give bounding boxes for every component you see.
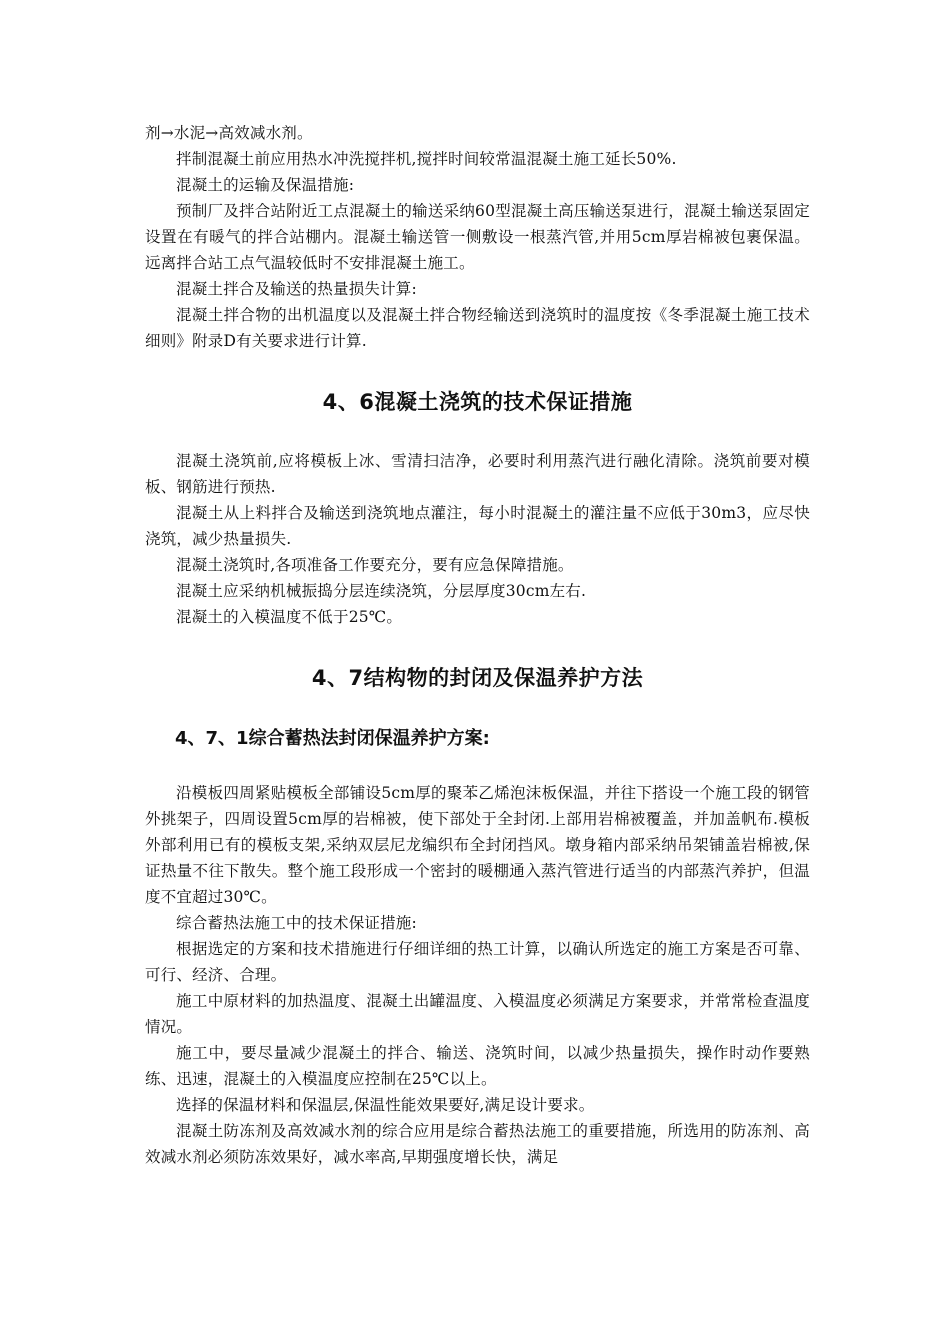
paragraph: 混凝土的运输及保温措施: <box>176 176 355 194</box>
paragraph: 拌制混凝土前应用热水冲洗搅拌机,搅拌时间较常温混凝土施工延长50%. <box>176 150 677 168</box>
paragraph: 预制厂及拌合站附近工点混凝土的输送采纳60型混凝土高压输送泵进行，混凝土输送泵固定设置在有暖气的拌合站棚内。混凝土输送管一侧敷设一根蒸汽管,并用5cm厚岩棉被包裹保温。远离拌合站工点气温较低时不安排混凝土施工。 <box>145 202 810 272</box>
paragraph: 选择的保温材料和保温层,保温性能效果要好,满足设计要求。 <box>176 1096 595 1114</box>
paragraph: 混凝土防冻剂及高效减水剂的综合应用是综合蓄热法施工的重要措施，所选用的防冻剂、高效减水剂必须防冻效果好，减水率高,早期强度增长快，满足 <box>145 1122 810 1166</box>
paragraph: 沿模板四周紧贴模板全部铺设5cm厚的聚苯乙烯泡沫板保温，并往下搭设一个施工段的钢管外挑架子，四周设置5cm厚的岩棉被，使下部处于全封闭.上部用岩棉被覆盖，并加盖帆布.模板外部利用已有的模板支架,采纳双层尼龙编织布全封闭挡风。墩身箱内部采纳吊架铺盖岩棉被,保证热量不往下散失。整个施工段形成一个密封的暖棚通入蒸汽管进行适当的内部蒸汽养护，但温度不宜超过30℃。 <box>145 784 810 906</box>
paragraph: 混凝土拌合及输送的热量损失计算: <box>176 280 417 298</box>
paragraph: 混凝土的入模温度不低于25℃。 <box>176 608 403 626</box>
subsection-heading-4-7-1: 4、7、1综合蓄热法封闭保温养护方案: <box>175 728 490 749</box>
paragraph: 施工中原材料的加热温度、混凝土出罐温度、入模温度必须满足方案要求，并常常检查温度情况。 <box>145 992 810 1036</box>
paragraph: 混凝土浇筑前,应将模板上冰、雪清扫洁净，必要时利用蒸汽进行融化清除。浇筑前要对模板、钢筋进行预热. <box>145 452 810 496</box>
paragraph: 混凝土应采纳机械振捣分层连续浇筑，分层厚度30cm左右. <box>176 582 587 600</box>
paragraph: 剂→水泥→高效减水剂。 <box>145 124 313 142</box>
paragraph: 根据选定的方案和技术措施进行仔细详细的热工计算，以确认所选定的施工方案是否可靠、可行、经济、合理。 <box>145 940 810 984</box>
paragraph: 综合蓄热法施工中的技术保证措施: <box>176 914 417 932</box>
section-heading-4-6: 4、6混凝土浇筑的技术保证措施 <box>322 390 633 414</box>
paragraph: 施工中，要尽量减少混凝土的拌合、输送、浇筑时间，以减少热量损失，操作时动作要熟练、迅速，混凝土的入模温度应控制在25℃以上。 <box>145 1044 810 1088</box>
paragraph: 混凝土从上料拌合及输送到浇筑地点灌注，每小时混凝土的灌注量不应低于30m3，应尽快浇筑，减少热量损失. <box>145 504 810 548</box>
document-body <box>145 120 810 1170</box>
section-heading-4-7: 4、7结构物的封闭及保温养护方法 <box>311 666 644 690</box>
paragraph: 混凝土拌合物的出机温度以及混凝土拌合物经输送到浇筑时的温度按《冬季混凝土施工技术细则》附录D有关要求进行计算. <box>145 306 810 350</box>
paragraph: 混凝土浇筑时,各项准备工作要充分，要有应急保障措施。 <box>176 556 574 574</box>
